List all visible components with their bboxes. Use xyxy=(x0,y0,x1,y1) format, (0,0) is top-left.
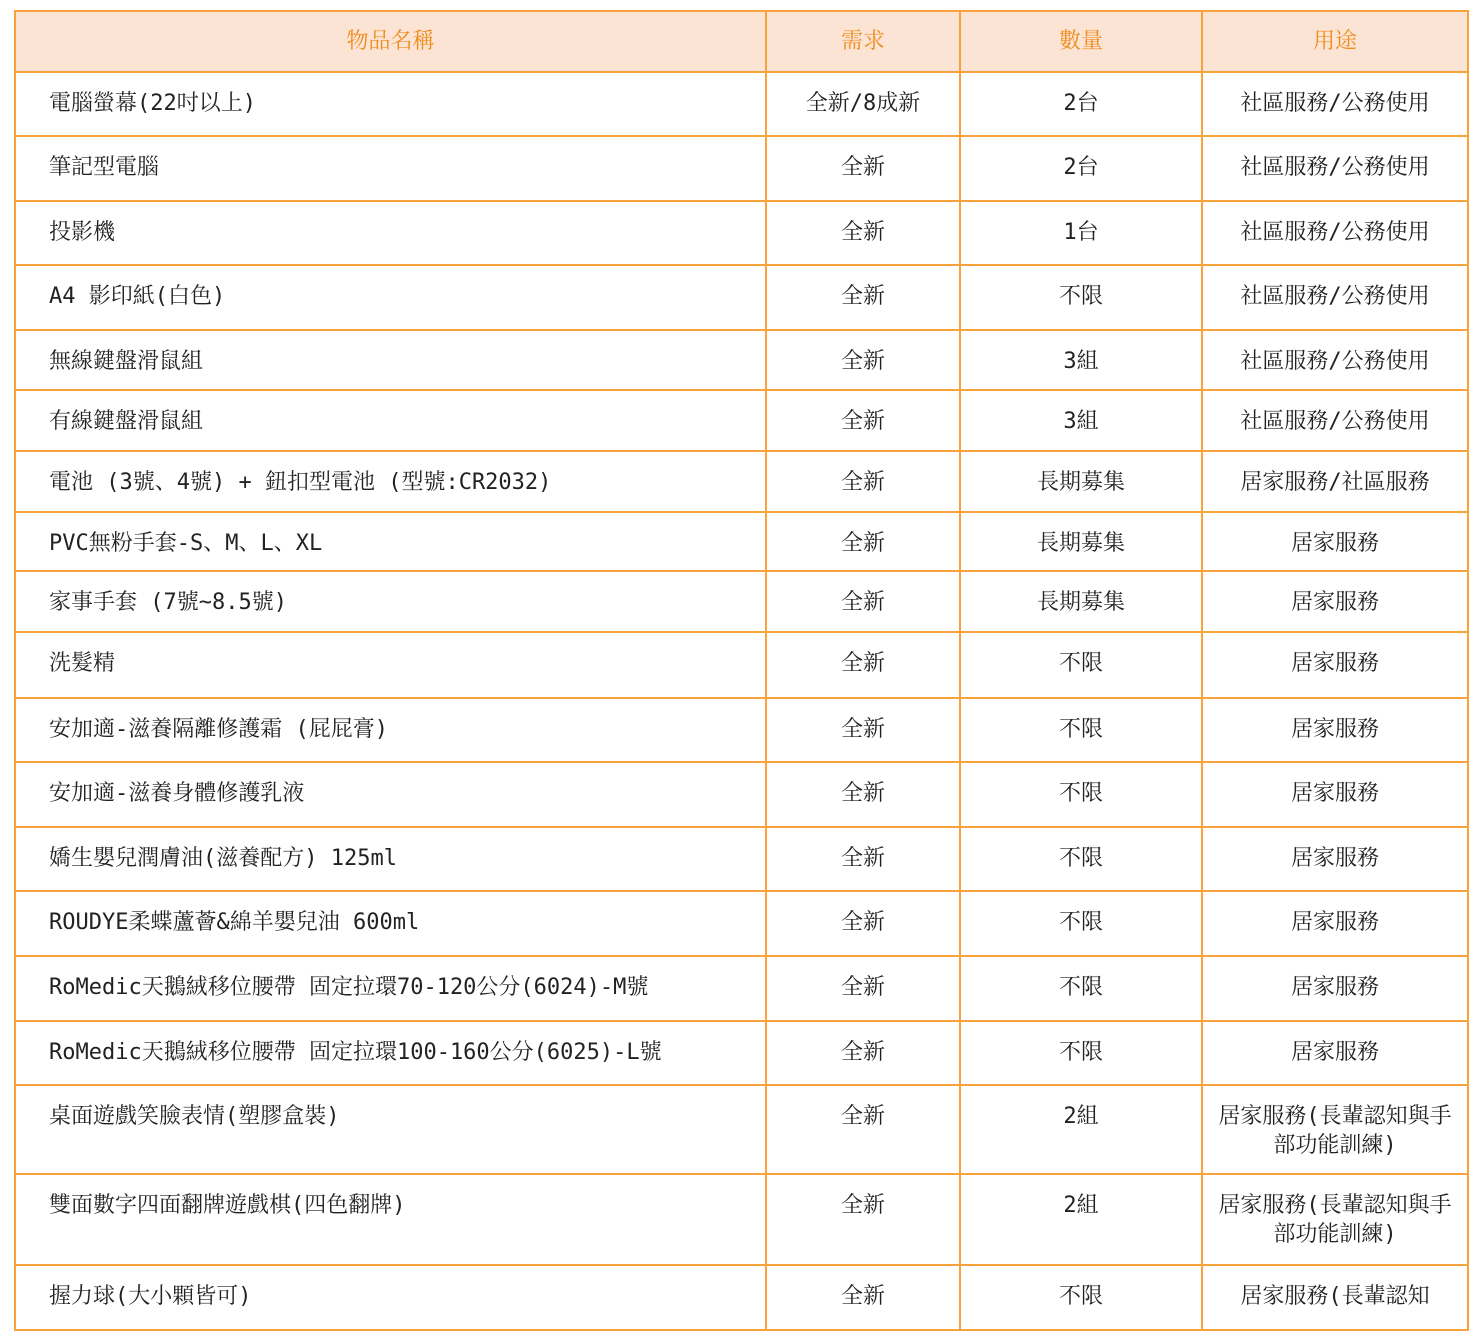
item-name-cell: ROUDYE柔蝶蘆薈&綿羊嬰兒油 600ml xyxy=(15,891,766,956)
quantity-cell: 不限 xyxy=(960,762,1202,827)
condition-cell: 全新 xyxy=(766,1174,960,1265)
quantity-cell: 3組 xyxy=(960,390,1202,451)
condition-cell: 全新 xyxy=(766,1265,960,1330)
condition-cell: 全新 xyxy=(766,1021,960,1085)
use-cell: 居家服務 xyxy=(1202,891,1468,956)
quantity-cell: 長期募集 xyxy=(960,451,1202,512)
quantity-cell: 不限 xyxy=(960,265,1202,330)
item-name-cell: RoMedic天鵝絨移位腰帶 固定拉環100-160公分(6025)-L號 xyxy=(15,1021,766,1085)
header-condition: 需求 xyxy=(766,11,960,72)
condition-cell: 全新 xyxy=(766,762,960,827)
use-cell: 居家服務 xyxy=(1202,1021,1468,1085)
table-row xyxy=(15,956,1468,1021)
condition-cell: 全新 xyxy=(766,512,960,571)
condition-cell: 全新 xyxy=(766,827,960,891)
use-cell: 居家服務 xyxy=(1202,827,1468,891)
quantity-cell: 不限 xyxy=(960,1265,1202,1330)
use-cell: 居家服務 xyxy=(1202,632,1468,698)
use-cell: 社區服務/公務使用 xyxy=(1202,72,1468,136)
condition-cell: 全新 xyxy=(766,698,960,762)
header-use: 用途 xyxy=(1202,11,1468,72)
use-cell: 居家服務(長輩認知與手部功能訓練) xyxy=(1202,1085,1468,1174)
item-name-cell: 筆記型電腦 xyxy=(15,136,766,201)
table-row xyxy=(15,1021,1468,1085)
quantity-cell: 不限 xyxy=(960,698,1202,762)
use-cell: 居家服務 xyxy=(1202,571,1468,632)
condition-cell: 全新/8成新 xyxy=(766,72,960,136)
table-row xyxy=(15,330,1468,390)
quantity-cell: 1台 xyxy=(960,201,1202,265)
use-cell: 居家服務 xyxy=(1202,956,1468,1021)
item-name-cell: PVC無粉手套-S、M、L、XL xyxy=(15,512,766,571)
quantity-cell: 2組 xyxy=(960,1085,1202,1174)
condition-cell: 全新 xyxy=(766,571,960,632)
use-cell: 社區服務/公務使用 xyxy=(1202,201,1468,265)
use-cell: 社區服務/公務使用 xyxy=(1202,330,1468,390)
table-row xyxy=(15,451,1468,512)
use-cell: 社區服務/公務使用 xyxy=(1202,265,1468,330)
item-name-cell: 洗髮精 xyxy=(15,632,766,698)
quantity-cell: 2台 xyxy=(960,136,1202,201)
item-name-cell: 家事手套 (7號~8.5號) xyxy=(15,571,766,632)
use-cell: 社區服務/公務使用 xyxy=(1202,136,1468,201)
item-name-cell: 嬌生嬰兒潤膚油(滋養配方) 125ml xyxy=(15,827,766,891)
table-row xyxy=(15,390,1468,451)
item-name-cell: 電腦螢幕(22吋以上) xyxy=(15,72,766,136)
quantity-cell: 不限 xyxy=(960,891,1202,956)
header-item-name: 物品名稱 xyxy=(15,11,766,72)
table-row xyxy=(15,632,1468,698)
item-name-cell: 安加適-滋養隔離修護霜 (屁屁膏) xyxy=(15,698,766,762)
item-name-cell: 握力球(大小顆皆可) xyxy=(15,1265,766,1330)
quantity-cell: 3組 xyxy=(960,330,1202,390)
condition-cell: 全新 xyxy=(766,451,960,512)
condition-cell: 全新 xyxy=(766,330,960,390)
use-cell: 居家服務 xyxy=(1202,698,1468,762)
table-header-row xyxy=(15,11,1468,72)
table-row xyxy=(15,571,1468,632)
condition-cell: 全新 xyxy=(766,390,960,451)
table-row xyxy=(15,698,1468,762)
item-name-cell: 桌面遊戲笑臉表情(塑膠盒裝) xyxy=(15,1085,766,1174)
table-row xyxy=(15,1085,1468,1174)
item-name-cell: A4 影印紙(白色) xyxy=(15,265,766,330)
use-cell: 居家服務(長輩認知 xyxy=(1202,1265,1468,1330)
item-name-cell: 電池 (3號、4號) + 鈕扣型電池 (型號:CR2032) xyxy=(15,451,766,512)
use-cell: 居家服務/社區服務 xyxy=(1202,451,1468,512)
header-quantity: 數量 xyxy=(960,11,1202,72)
item-name-cell: 有線鍵盤滑鼠組 xyxy=(15,390,766,451)
table-row xyxy=(15,1174,1468,1265)
quantity-cell: 不限 xyxy=(960,956,1202,1021)
use-cell: 居家服務 xyxy=(1202,762,1468,827)
item-name-cell: 安加適-滋養身體修護乳液 xyxy=(15,762,766,827)
quantity-cell: 不限 xyxy=(960,827,1202,891)
quantity-cell: 長期募集 xyxy=(960,512,1202,571)
table-row xyxy=(15,827,1468,891)
donation-items-table xyxy=(14,10,1469,1331)
table-row xyxy=(15,512,1468,571)
use-cell: 居家服務(長輩認知與手部功能訓練) xyxy=(1202,1174,1468,1265)
table-row xyxy=(15,136,1468,201)
use-cell: 居家服務 xyxy=(1202,512,1468,571)
table-row xyxy=(15,1265,1468,1330)
donation-table-container xyxy=(14,10,1469,1331)
quantity-cell: 長期募集 xyxy=(960,571,1202,632)
quantity-cell: 不限 xyxy=(960,1021,1202,1085)
condition-cell: 全新 xyxy=(766,891,960,956)
condition-cell: 全新 xyxy=(766,1085,960,1174)
table-row xyxy=(15,891,1468,956)
condition-cell: 全新 xyxy=(766,265,960,330)
quantity-cell: 不限 xyxy=(960,632,1202,698)
condition-cell: 全新 xyxy=(766,201,960,265)
condition-cell: 全新 xyxy=(766,956,960,1021)
item-name-cell: 無線鍵盤滑鼠組 xyxy=(15,330,766,390)
table-row xyxy=(15,201,1468,265)
table-row xyxy=(15,265,1468,330)
condition-cell: 全新 xyxy=(766,136,960,201)
item-name-cell: 雙面數字四面翻牌遊戲棋(四色翻牌) xyxy=(15,1174,766,1265)
item-name-cell: 投影機 xyxy=(15,201,766,265)
quantity-cell: 2台 xyxy=(960,72,1202,136)
use-cell: 社區服務/公務使用 xyxy=(1202,390,1468,451)
quantity-cell: 2組 xyxy=(960,1174,1202,1265)
table-row xyxy=(15,762,1468,827)
table-row xyxy=(15,72,1468,136)
item-name-cell: RoMedic天鵝絨移位腰帶 固定拉環70-120公分(6024)-M號 xyxy=(15,956,766,1021)
condition-cell: 全新 xyxy=(766,632,960,698)
